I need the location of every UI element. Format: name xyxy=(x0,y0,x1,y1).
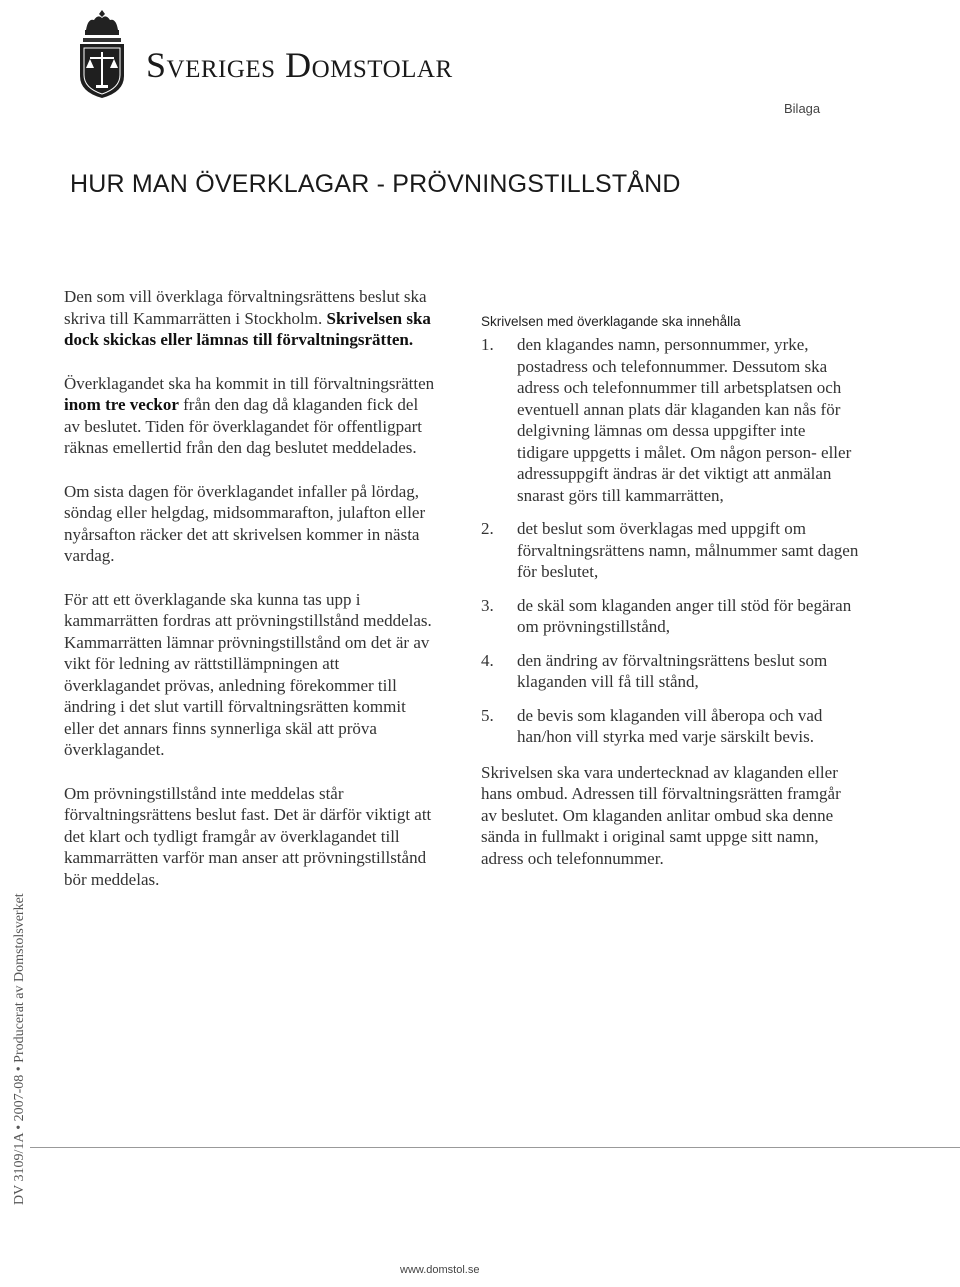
list-number: 3. xyxy=(481,595,494,615)
emphasis-text-run: Skrivelsen ska dock skickas eller lämnas till förvaltningsrätten. xyxy=(64,308,431,349)
list-item xyxy=(481,705,861,748)
document-title: HUR MAN ÖVERKLAGAR - PRÖVNINGSTILLSTÅND xyxy=(70,170,681,198)
divider xyxy=(30,1147,960,1148)
text-run: Överklagandet ska ha kommit in till förvaltningsrätten xyxy=(64,373,435,393)
list-item-text: de skäl som klaganden anger till stöd för begäran om prövningstillstånd, xyxy=(517,595,852,636)
list-number: 4. xyxy=(481,650,494,670)
text-run: För att ett överklagande ska kunna tas upp i kammarrätten fordras att prövningstillstånd meddelas. Kammarrätten lämnar prövningstillstånd om det är av vikt för ledning av rättstillämpningen att överklagandet prövas, anledning förekommer till ändring i det slut vartill förvaltningsrätten kommit eller det annars finns synnerliga skäl att pröva överklagandet. xyxy=(64,589,432,759)
list-item xyxy=(481,518,861,583)
paragraph xyxy=(64,286,436,351)
paragraph xyxy=(64,373,436,459)
list-item xyxy=(481,595,861,638)
text-run: från den dag då klaganden fick del av beslutet. Tiden för överklagandet för offentligpart räknas emellertid från den dag beslutet meddelades. xyxy=(64,395,423,457)
list-item-text: det beslut som överklagas med uppgift om förvaltningsrättens namn, målnummer samt dagen för beslutet, xyxy=(517,519,859,581)
list-item xyxy=(481,334,861,506)
paragraph xyxy=(64,589,436,761)
text-run: Om sista dagen för överklagandet infaller på lördag, söndag eller helgdag, midsommarafton, julafton eller nyårsafton räcker det att skrivelsen kommer in nästa vardag. xyxy=(64,481,426,565)
section-heading: Skrivelsen med överklagande ska innehålla xyxy=(481,314,741,329)
list-item xyxy=(481,650,861,693)
list-number: 5. xyxy=(481,705,494,725)
list-item-text: den ändring av förvaltningsrättens beslut som klaganden vill få till stånd, xyxy=(517,650,828,691)
requirements-list xyxy=(481,334,861,748)
form-code-sidebar: DV 3109/1A • 2007-08 • Producerat av Domstolsverket xyxy=(12,893,27,1205)
list-item-text: de bevis som klaganden vill åberopa och vad han/hon vill styrka med varje särskilt bevis. xyxy=(517,705,823,746)
list-item-text: den klagandes namn, personnummer, yrke, postadress och telefonnummer. Dessutom ska adress och telefonnummer till arbetsplatsen och eventuell annan plats där klaganden kan nås för delgivning lämnas om dessa uppgifter inte tidigare uppgetts i målet. Om någon person- eller adressuppgift ändras är det viktigt att anmälan snarast görs till kammarrätten, xyxy=(517,335,852,505)
bilaga-label: Bilaga xyxy=(784,101,821,116)
sveriges-domstolar-logo xyxy=(72,8,132,100)
list-number: 2. xyxy=(481,519,494,538)
emphasis-text-run: inom tre veckor xyxy=(64,395,179,414)
org-name: Sveriges Domstolar xyxy=(146,45,453,85)
paragraph xyxy=(64,481,436,567)
closing-paragraph: Skrivelsen ska vara undertecknad av klaganden eller hans ombud. Adressen till förvaltningsrätten framgår av beslutet. Om klaganden anlitar ombud ska denne sända in fullmakt i original samt uppge sitt namn, adress och telefonnummer. xyxy=(481,762,841,868)
left-column xyxy=(64,286,436,912)
right-column xyxy=(481,314,861,891)
footer-url: www.domstol.se xyxy=(400,1264,480,1276)
text-run: Om prövningstillstånd inte meddelas står förvaltningsrättens beslut fast. Det är därför viktigt att det klart och tydligt framgår av överklagandet till kammarrätten varför man anser att prövningstillstånd bör meddelas. xyxy=(64,783,432,889)
paragraph xyxy=(64,783,436,891)
text-run: Den som vill överklaga förvaltningsrättens beslut ska skriva till Kammarrätten i Stockholm. xyxy=(64,287,427,328)
list-number: 1. xyxy=(481,335,494,354)
